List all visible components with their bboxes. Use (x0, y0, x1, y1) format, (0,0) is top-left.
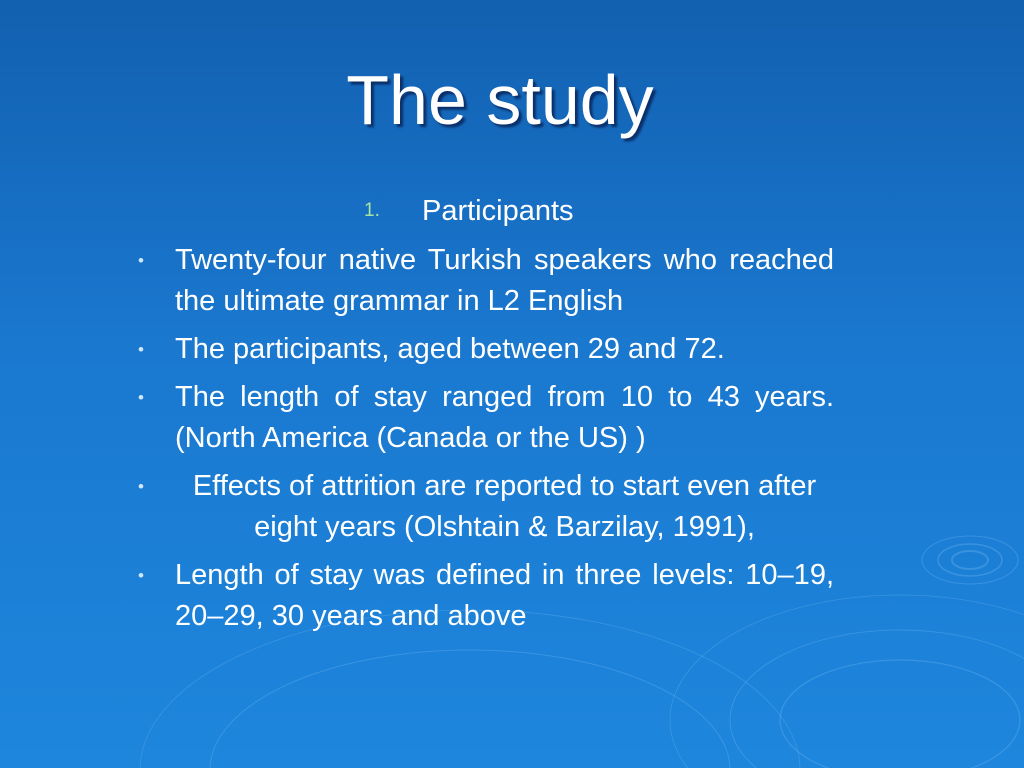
bullet-text: The participants, aged between 29 and 72. (175, 333, 725, 365)
bullet-text: Length of stay was defined in three levels: 10–19, 20–29, 30 years and above (175, 559, 834, 632)
numbered-heading-label: Participants (422, 195, 574, 227)
bullet-text: The length of stay ranged from 10 to 43 years. (North America (Canada or the US) ) (175, 381, 834, 454)
list-item (134, 466, 834, 548)
bullet-icon: • (138, 251, 144, 270)
list-item (134, 240, 834, 322)
bullet-icon: • (138, 388, 144, 407)
numbered-heading (364, 193, 574, 229)
list-item (134, 555, 834, 637)
bullet-icon: • (138, 566, 144, 585)
bullet-text: Twenty-four native Turkish speakers who reached the ultimate grammar in L2 English (175, 244, 834, 317)
bullet-list (134, 240, 834, 644)
bullet-icon: • (138, 340, 144, 359)
slide-title: The study (346, 61, 654, 139)
bullet-text: Effects of attrition are reported to start even after eight years (Olshtain & Barzilay, 1991), (192, 470, 817, 543)
list-item (134, 377, 834, 459)
list-number: 1. (364, 200, 380, 221)
list-item (134, 329, 834, 370)
bullet-icon: • (138, 477, 144, 496)
